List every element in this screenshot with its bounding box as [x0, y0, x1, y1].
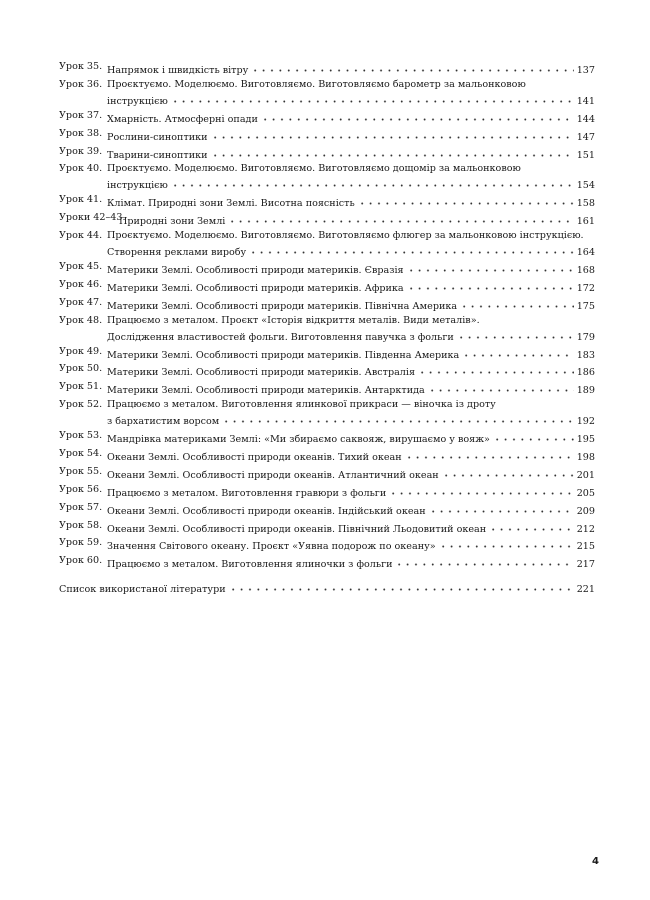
lesson-label: Урок 51.: [59, 381, 103, 393]
dot-leader: [407, 260, 574, 273]
lesson-body: [107, 519, 595, 535]
toc-entry[interactable]: [59, 554, 595, 571]
toc-line: [107, 193, 595, 210]
page-ref: 183: [576, 349, 595, 361]
toc-entry[interactable]: [59, 362, 595, 379]
lesson-body: [107, 78, 595, 107]
lesson-body: [107, 193, 595, 210]
lesson-body: [107, 260, 595, 277]
lesson-title: Материки Землі. Особливості природи материків. Африка: [107, 282, 404, 294]
lesson-label: Урок 49.: [59, 345, 103, 357]
toc-entries: [59, 60, 595, 571]
lesson-title: Материки Землі. Особливості природи материків. Антарктида: [107, 385, 425, 397]
toc-entry[interactable]: [59, 314, 595, 343]
lesson-title: Працюємо з металом. Проєкт «Історія відкриття металів. Види металів».: [107, 314, 480, 326]
page-ref: 215: [576, 541, 595, 553]
lesson-title: з бархатистим ворсом: [107, 416, 220, 428]
toc-line: [107, 519, 595, 535]
lesson-label: Урок 40.: [59, 163, 103, 175]
lesson-title: Океани Землі. Особливості природи океанів. Атлантичний океан: [107, 469, 439, 481]
toc-entry[interactable]: [59, 278, 595, 294]
toc-entry[interactable]: [59, 483, 595, 499]
lesson-body: [107, 554, 595, 571]
lesson-label: Урок 50.: [59, 363, 103, 375]
dot-leader: [493, 429, 574, 442]
dot-leader: [222, 411, 573, 424]
lesson-label: Урок 41.: [59, 194, 103, 206]
toc-line: [107, 380, 595, 397]
toc-entry[interactable]: [59, 501, 595, 517]
toc-line: [107, 78, 595, 91]
dot-leader: [358, 193, 574, 206]
dot-leader: [389, 483, 573, 496]
toc-line: [107, 554, 595, 571]
bibliography-title: Список використаної літератури: [59, 584, 226, 596]
page-ref: 189: [576, 385, 595, 397]
dot-leader: [489, 519, 574, 532]
lesson-title: Материки Землі. Особливості природи материків. Євразія: [107, 265, 404, 277]
toc-line: [107, 260, 595, 277]
toc-entry[interactable]: [59, 345, 595, 361]
bibliography-page: 221: [576, 584, 595, 596]
toc-entry[interactable]: [59, 296, 595, 312]
lesson-body: [107, 380, 595, 397]
lesson-title: Океани Землі. Особливості природи океанів. Індійський океан: [107, 505, 426, 517]
dot-leader: [229, 579, 574, 592]
dot-leader: [405, 447, 574, 460]
bibliography-entry[interactable]: [59, 579, 595, 596]
toc-line: [107, 229, 595, 242]
lesson-label: Урок 48.: [59, 314, 103, 326]
toc-entry[interactable]: [59, 78, 595, 107]
lesson-title: Океани Землі. Особливості природи океанів. Тихий океан: [107, 452, 402, 464]
page-ref: 192: [576, 416, 595, 428]
lesson-title: інструкцією: [107, 180, 168, 192]
dot-leader: [251, 60, 573, 73]
toc-entry[interactable]: [59, 145, 595, 161]
lesson-title: Материки Землі. Особливості природи материків. Австралія: [107, 367, 416, 379]
lesson-body: [107, 536, 595, 553]
lesson-label: Урок 58.: [59, 519, 103, 531]
lesson-label: Уроки 42–43.: [59, 212, 126, 224]
lesson-label: Урок 46.: [59, 278, 103, 290]
lesson-label: Урок 44.: [59, 230, 103, 242]
toc-line: [107, 536, 595, 553]
dot-leader: [457, 327, 574, 340]
lesson-body: [107, 483, 595, 499]
toc-line: [107, 429, 595, 446]
toc-entry[interactable]: [59, 211, 595, 228]
toc-entry[interactable]: [59, 60, 595, 76]
page-ref: 195: [576, 434, 595, 446]
page-ref: 158: [576, 198, 595, 210]
lesson-body: [107, 127, 595, 143]
page-ref: 154: [576, 180, 595, 192]
lesson-title: Океани Землі. Особливості природи океанів. Північний Льодовитий океан: [107, 523, 487, 535]
page-ref: 144: [576, 113, 595, 125]
toc-line: [107, 501, 595, 517]
lesson-title: Проєктуємо. Моделюємо. Виготовляємо. Виготовляємо флюгер за мальонковою інструкцією.: [107, 230, 584, 242]
dot-leader: [171, 91, 574, 104]
table-of-contents: [59, 60, 595, 596]
page-ref: 179: [576, 331, 595, 343]
lesson-label: Урок 36.: [59, 78, 103, 90]
lesson-title: Працюємо з металом. Виготовлення ялиночки з фольги: [107, 559, 393, 571]
dot-leader: [439, 536, 574, 549]
lesson-title: інструкцією: [107, 95, 168, 107]
lesson-body: [119, 211, 595, 228]
dot-leader: [249, 242, 573, 255]
lesson-body: [107, 60, 595, 76]
page-ref: 172: [576, 282, 595, 294]
toc-line: [107, 411, 595, 428]
toc-line: [119, 211, 595, 228]
toc-line: [59, 579, 595, 596]
toc-line: [107, 162, 595, 175]
lesson-body: [107, 447, 595, 464]
toc-entry[interactable]: [59, 127, 595, 143]
page-ref: 147: [576, 131, 595, 143]
lesson-body: [107, 398, 595, 428]
dot-leader: [395, 554, 573, 567]
toc-line: [107, 465, 595, 481]
dot-leader: [211, 127, 574, 140]
lesson-title: Працюємо з металом. Виготовлення ялинкової прикраси — віночка із дроту: [107, 399, 496, 411]
page-ref: 164: [576, 247, 595, 259]
dot-leader: [462, 345, 573, 358]
lesson-title: Тварини-синоптики: [107, 149, 208, 161]
dot-leader: [407, 278, 574, 291]
page-ref: 212: [576, 523, 595, 535]
toc-entry[interactable]: [59, 465, 595, 481]
toc-line: [107, 362, 595, 379]
lesson-title: Напрямок і швидкість вітру: [107, 65, 249, 76]
toc-line: [107, 242, 595, 259]
lesson-title: Хмарність. Атмосферні опади: [107, 113, 258, 125]
lesson-label: Урок 45.: [59, 261, 103, 273]
lesson-label: Урок 56.: [59, 483, 103, 495]
dot-leader: [428, 380, 574, 393]
lesson-title: Створення реклами виробу: [107, 247, 247, 259]
page-ref: 161: [576, 216, 595, 228]
dot-leader: [228, 211, 573, 224]
lesson-title: Дослідження властивостей фольги. Виготовлення павучка з фольги: [107, 331, 454, 343]
lesson-body: [107, 145, 595, 161]
lesson-label: Урок 59.: [59, 537, 103, 549]
dot-leader: [261, 109, 574, 122]
lesson-body: [107, 362, 595, 379]
lesson-label: Урок 35.: [59, 61, 103, 72]
lesson-body: [107, 109, 595, 125]
page-ref: 209: [576, 505, 595, 517]
toc-line: [107, 127, 595, 143]
page-number: 4: [592, 856, 599, 867]
toc-entry[interactable]: [59, 398, 595, 428]
lesson-label: Урок 52.: [59, 399, 103, 411]
lesson-label: Урок 60.: [59, 555, 103, 567]
lesson-title: Працюємо з металом. Виготовлення гравюри з фольги: [107, 487, 387, 499]
toc-entry[interactable]: [59, 447, 595, 464]
lesson-label: Урок 53.: [59, 430, 103, 442]
lesson-title: Проєктуємо. Моделюємо. Виготовляємо. Виготовляємо барометр за мальонковою: [107, 78, 526, 90]
page-ref: 205: [576, 487, 595, 499]
dot-leader: [460, 296, 574, 309]
toc-line: [107, 483, 595, 499]
toc-line: [107, 91, 595, 107]
page-ref: 198: [576, 452, 595, 464]
toc-line: [107, 175, 595, 192]
lesson-body: [107, 296, 595, 312]
dot-leader: [418, 362, 574, 375]
lesson-body: [107, 345, 595, 361]
lesson-label: Урок 57.: [59, 501, 103, 513]
toc-entry[interactable]: [59, 229, 595, 259]
toc-line: [107, 145, 595, 161]
toc-line: [107, 109, 595, 125]
page-ref: 137: [576, 65, 595, 76]
lesson-title: Мандрівка материками Землі: «Ми збираємо саквояж, вирушаємо у вояж»: [107, 434, 490, 446]
toc-line: [107, 60, 595, 76]
lesson-label: Урок 54.: [59, 448, 103, 460]
lesson-title: Рослини-синоптики: [107, 131, 208, 143]
lesson-title: Материки Землі. Особливості природи материків. Південна Америка: [107, 349, 460, 361]
toc-entry[interactable]: [59, 193, 595, 210]
page-ref: 141: [576, 95, 595, 107]
lesson-body: [107, 429, 595, 446]
lesson-label: Урок 47.: [59, 296, 103, 308]
page-ref: 217: [576, 559, 595, 571]
dot-leader: [429, 501, 574, 514]
lesson-title: Природні зони Землі: [119, 216, 226, 228]
page-ref: 186: [576, 367, 595, 379]
lesson-title: Материки Землі. Особливості природи материків. Північна Америка: [107, 300, 458, 312]
lesson-body: [107, 278, 595, 294]
lesson-label: Урок 38.: [59, 127, 103, 139]
dot-leader: [211, 145, 574, 158]
toc-line: [107, 278, 595, 294]
page-ref: 151: [576, 149, 595, 161]
toc-line: [107, 314, 595, 327]
toc-line: [107, 398, 595, 411]
lesson-body: [107, 465, 595, 481]
toc-entry[interactable]: [59, 380, 595, 397]
lesson-body: [107, 162, 595, 192]
lesson-body: [107, 229, 595, 259]
toc-line: [107, 345, 595, 361]
toc-entry[interactable]: [59, 519, 595, 535]
page-ref: 175: [576, 300, 595, 312]
dot-leader: [442, 465, 574, 478]
lesson-body: [107, 314, 595, 343]
lesson-label: Урок 37.: [59, 109, 103, 121]
toc-line: [107, 327, 595, 343]
lesson-label: Урок 55.: [59, 465, 103, 477]
lesson-title: Проєктуємо. Моделюємо. Виготовляємо. Виготовляємо дощомір за мальонковою: [107, 163, 521, 175]
toc-entry[interactable]: [59, 162, 595, 192]
lesson-title: Клімат. Природні зони Землі. Висотна поясність: [107, 198, 355, 210]
lesson-label: Урок 39.: [59, 145, 103, 157]
toc-entry[interactable]: [59, 536, 595, 553]
toc-line: [107, 447, 595, 464]
page-ref: 201: [576, 469, 595, 481]
toc-entry[interactable]: [59, 260, 595, 277]
toc-entry[interactable]: [59, 109, 595, 125]
page-ref: 168: [576, 265, 595, 277]
toc-entry[interactable]: [59, 429, 595, 446]
dot-leader: [171, 175, 574, 188]
lesson-body: [107, 501, 595, 517]
lesson-title: Значення Світового океану. Проєкт «Уявна подорож по океану»: [107, 541, 436, 553]
toc-line: [107, 296, 595, 312]
